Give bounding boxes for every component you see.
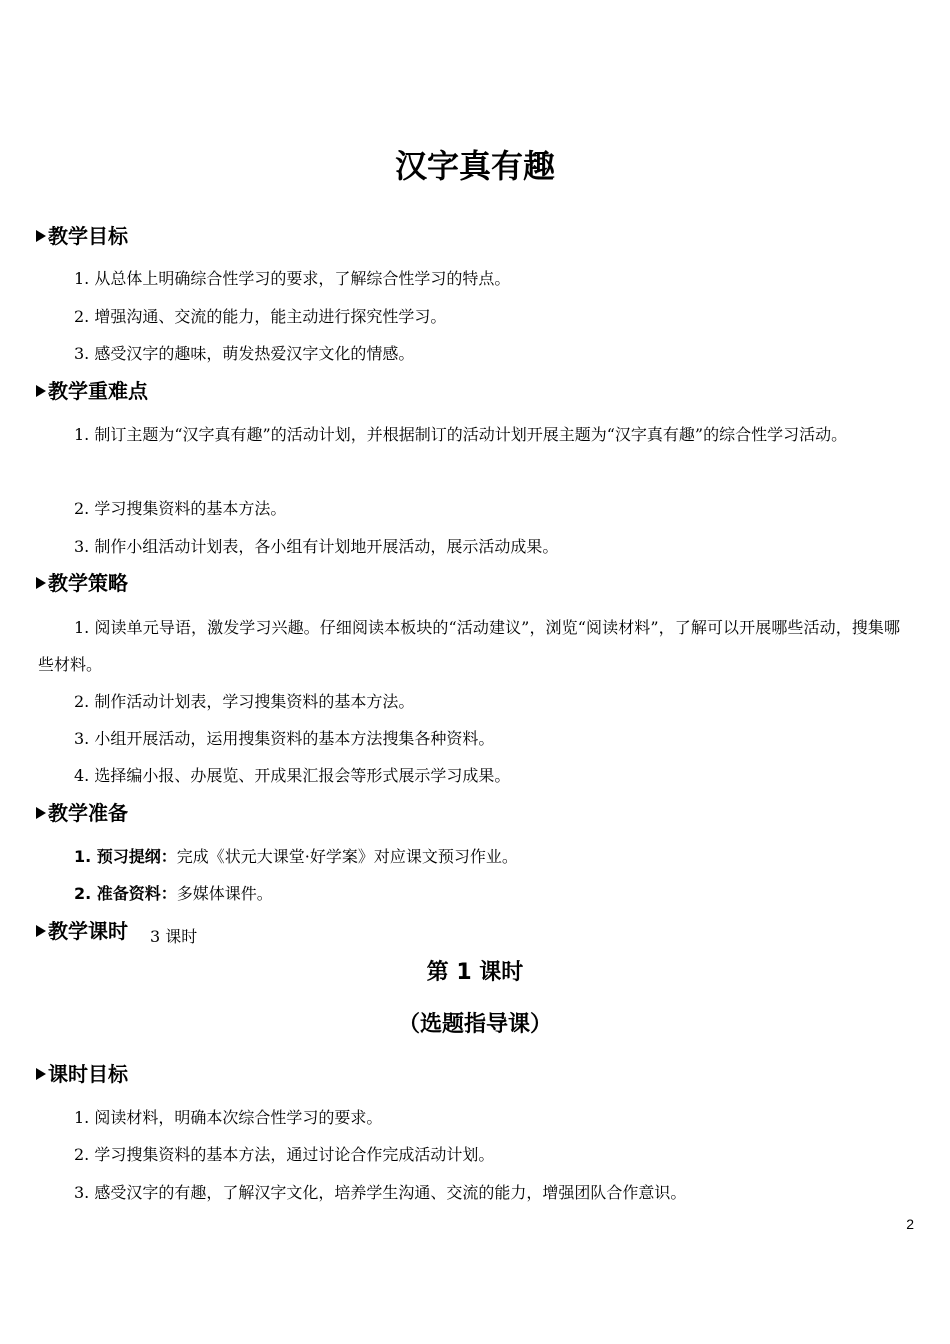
heading-label: 课时目标 [48,1062,128,1086]
section-heading-strategy [36,569,128,597]
heading-label: 教学目标 [48,224,128,248]
section-heading-hours [36,917,197,945]
preparation-text: 完成《状元大课堂·好学案》对应课文预习作业。 [176,847,518,866]
lesson-goal-item: 2. 学习搜集资料的基本方法，通过讨论合作完成活动计划。 [74,1145,495,1164]
goal-item: 3. 感受汉字的趣味，萌发热爱汉字文化的情感。 [74,344,415,363]
preparation-text: 多媒体课件。 [176,884,273,903]
triangle-bullet-icon [36,385,46,397]
triangle-bullet-icon [36,925,46,937]
preparation-label: 2. 准备资料： [74,884,177,903]
strategy-item: 1. 阅读单元导语，激发学习兴趣。仔细阅读本板块的“活动建议”，浏览“阅读材料”，了解可以开展哪些活动，搜集哪些材料。 [38,618,900,674]
strategy-item: 3. 小组开展活动，运用搜集资料的基本方法搜集各种资料。 [74,729,495,748]
heading-label: 教学重难点 [48,379,148,403]
lesson-title: 第 1 课时 [426,960,524,985]
heading-label: 教学准备 [48,801,128,825]
lesson-goal-item: 1. 阅读材料，明确本次综合性学习的要求。 [74,1108,383,1127]
preparation-label: 1. 预习提纲： [74,847,177,866]
triangle-bullet-icon [36,230,46,242]
page-number: 2 [906,1216,914,1232]
key-point-item: 2. 学习搜集资料的基本方法。 [74,499,287,518]
key-point-item: 3. 制作小组活动计划表，各小组有计划地开展活动，展示活动成果。 [74,537,559,556]
strategy-item: 2. 制作活动计划表，学习搜集资料的基本方法。 [74,692,415,711]
strategy-item: 4. 选择编小报、办展览、开成果汇报会等形式展示学习成果。 [74,766,511,785]
heading-label: 教学课时 [48,919,128,943]
document-title: 汉字真有趣 [394,147,555,185]
lesson-subtitle: （选题指导课） [397,1012,552,1037]
goal-item: 1. 从总体上明确综合性学习的要求，了解综合性学习的特点。 [74,269,511,288]
goal-item: 2. 增强沟通、交流的能力，能主动进行探究性学习。 [74,307,447,326]
key-point-item: 1. 制订主题为“汉字真有趣”的活动计划，并根据制订的活动计划开展主题为“汉字真有趣”的综合性学习活动。 [74,425,848,444]
section-heading-lesson-goals [36,1060,128,1088]
lesson-goal-item: 3. 感受汉字的有趣，了解汉字文化，培养学生沟通、交流的能力，增强团队合作意识。 [74,1183,687,1202]
hours-value: 3 课时 [150,927,198,946]
section-heading-preparation [36,799,128,827]
preparation-item [74,882,273,906]
preparation-item [74,845,518,869]
section-heading-key-points [36,377,148,405]
triangle-bullet-icon [36,807,46,819]
triangle-bullet-icon [36,1068,46,1080]
heading-label: 教学策略 [48,571,128,595]
section-heading-goals [36,222,128,250]
triangle-bullet-icon [36,577,46,589]
